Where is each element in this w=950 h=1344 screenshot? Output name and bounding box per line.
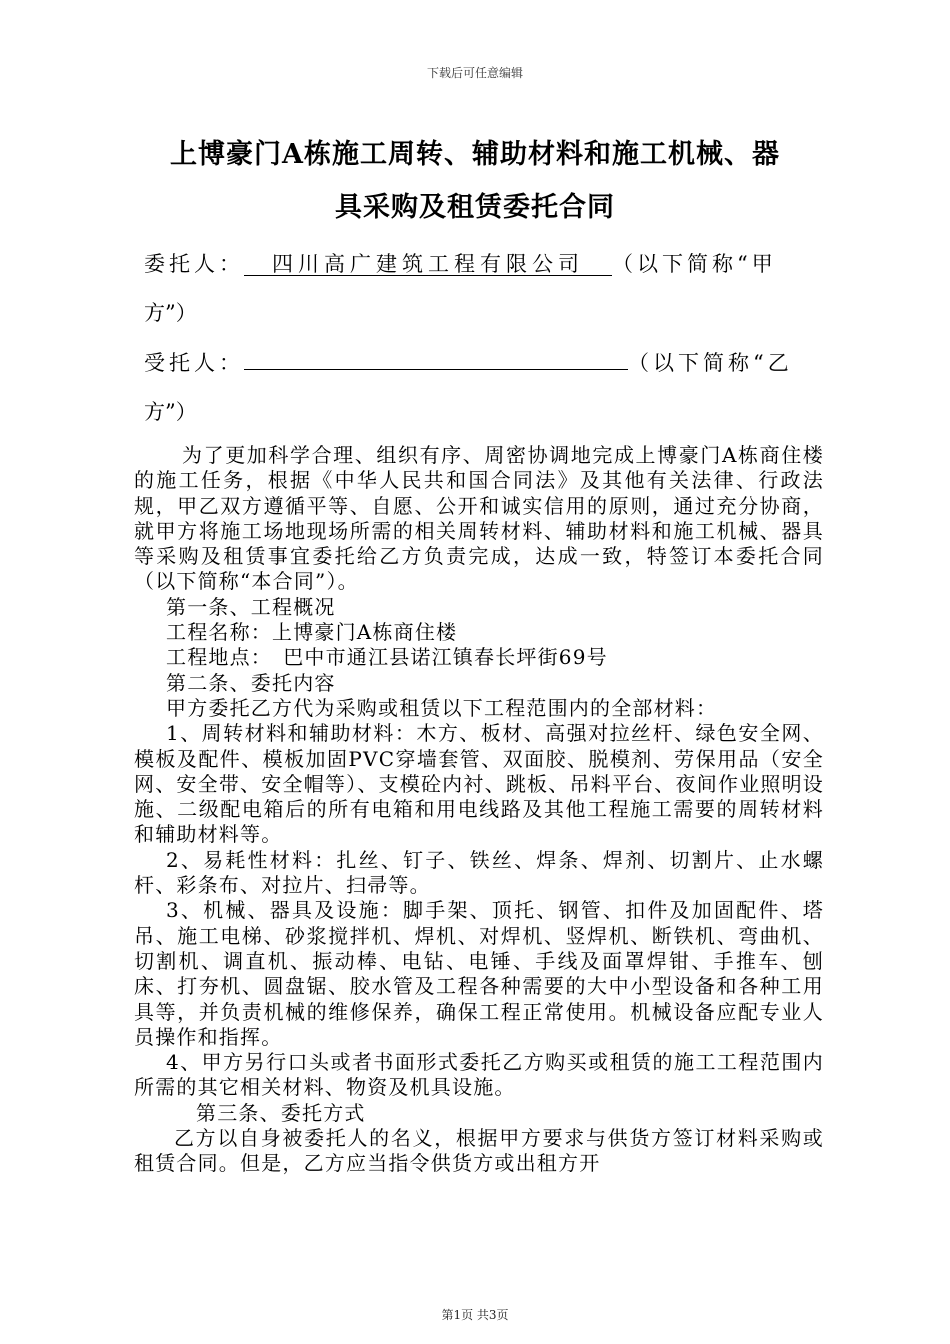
page-footer: 第1页 共3页 (441, 1308, 509, 1322)
article-3-text: 乙方以自身被委托人的名义，根据甲方要求与供货方签订材料采购或租赁合同。但是，乙方应当指令供货方或出租方开 (134, 1126, 824, 1176)
entrusting-party-suffix-continued: 方”） (144, 301, 197, 325)
item-1: 1、周转材料和辅助材料：木方、板材、高强对拉丝杆、绿色安全网、模板及配件、模板加固PVC穿墙套管、双面胶、脱模剂、劳保用品（安全网、安全带、安全帽等）、支模砼内衬、跳板、吊料平台、夜间作业照明设施、二级配电箱后的所有电箱和用电线路及其他工程施工需要的周转材料和辅助材料等。 (134, 721, 824, 847)
header-note: 下载后可任意编辑 (426, 66, 523, 80)
document-title-line-1: 上博豪门A栋施工周转、辅助材料和施工机械、器 (170, 139, 780, 170)
article-3-title: 第三条、委托方式 (196, 1100, 366, 1125)
article-2-intro: 甲方委托乙方代为采购或租赁以下工程范围内的全部材料： (166, 695, 718, 720)
article-2-title: 第二条、委托内容 (166, 670, 336, 695)
entrusted-party-line (144, 347, 793, 377)
entrusted-party-name (244, 347, 628, 370)
entrusted-party-suffix: （以下简称“乙 (628, 351, 793, 375)
project-name: 工程名称：上博豪门A栋商住楼 (166, 620, 458, 645)
entrusted-party-label: 受托人： (144, 351, 244, 375)
contract-body (134, 443, 824, 1177)
article-1-title: 第一条、工程概况 (166, 594, 336, 619)
entrusting-party-label: 委托人： (144, 252, 244, 276)
item-3: 3、机械、器具及设施：脚手架、顶托、钢管、扣件及加固配件、塔吊、施工电梯、砂浆搅拌机、焊机、对焊机、竖焊机、断铁机、弯曲机、切割机、调直机、振动棒、电钻、电锤、手线及面罩焊钳、手推车、刨床、打夯机、圆盘锯、胶水管及工程各种需要的大中小型设备和各种工用具等，并负责机械的维修保养，确保工程正常使用。机械设备应配专业人员操作和指挥。 (134, 898, 824, 1049)
entrusting-party-suffix: （以下简称“甲 (612, 252, 777, 276)
entrusting-party-line (144, 248, 777, 278)
item-4: 4、甲方另行口头或者书面形式委托乙方购买或租赁的施工工程范围内所需的其它相关材料、物资及机具设施。 (134, 1050, 824, 1100)
item-2: 2、易耗性材料：扎丝、钉子、铁丝、焊条、焊剂、切割片、止水螺杆、彩条布、对拉片、扫帚等。 (134, 847, 824, 898)
document-title-line-2: 具采购及租赁委托合同 (335, 192, 615, 223)
entrusted-party-suffix-continued: 方”） (144, 400, 197, 424)
project-location: 工程地点： 巴中市通江县诺江镇春长坪街69号 (166, 645, 608, 670)
entrusting-party-name: 四川高广建筑工程有限公司 (244, 253, 612, 276)
intro-paragraph: 为了更加科学合理、组织有序、周密协调地完成上博豪门A栋商住楼的施工任务，根据《中华人民共和国合同法》及其他有关法律、行政法规，甲乙双方遵循平等、自愿、公开和诚实信用的原则，通过充分协商，就甲方将施工场地现场所需的相关周转材料、辅助材料和施工机械、器具等采购及租赁事宜委托给乙方负责完成，达成一致，特签订本委托合同（以下简称“本合同”）。 (134, 443, 824, 594)
